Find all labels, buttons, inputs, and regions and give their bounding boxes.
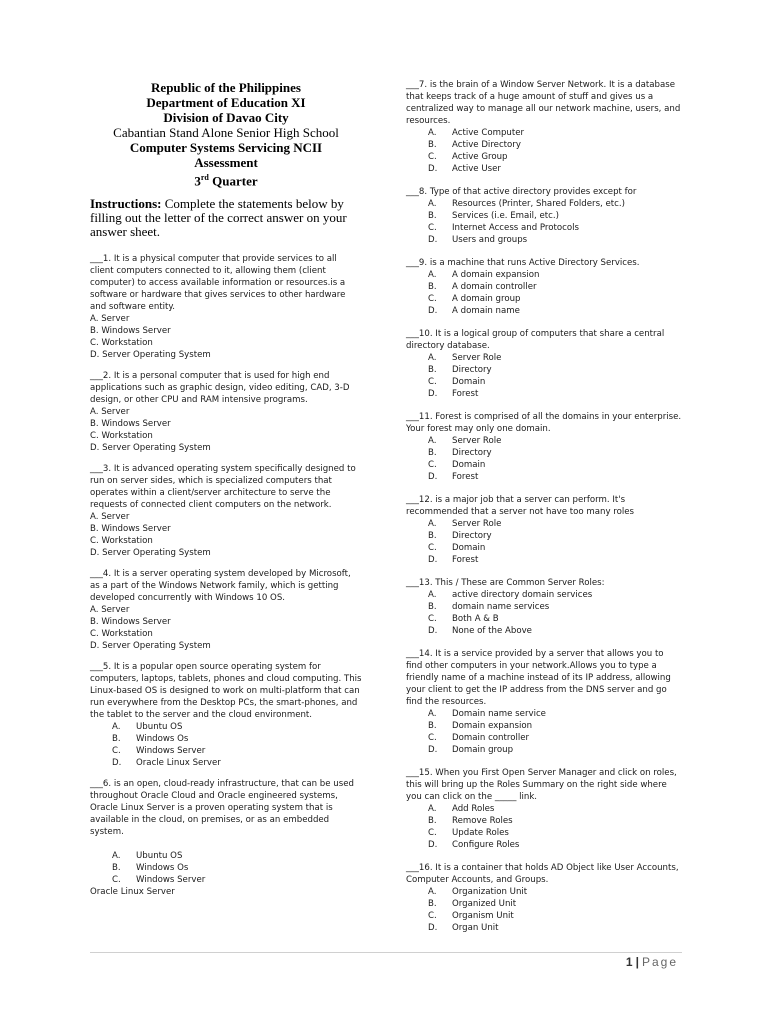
choice-b [406, 720, 682, 732]
choice-letter: A. [112, 851, 121, 862]
choice-text: Active Directory [452, 140, 521, 150]
choice-letter: B. [428, 531, 437, 541]
choice-a [406, 886, 682, 898]
choice-text: Domain group [452, 745, 514, 755]
choice-text: Services (i.e. Email, etc.) [452, 211, 559, 221]
choice-c [406, 732, 682, 744]
choice-letter: C. [428, 543, 437, 553]
question-1 [90, 253, 362, 361]
choice-letter: A. [428, 128, 437, 138]
choice-letter: B. [428, 721, 437, 731]
choice-letter: C. [428, 152, 437, 162]
question-15 [406, 767, 682, 851]
choice-text: Configure Roles [452, 840, 520, 850]
header-division: Division of Davao City [163, 110, 289, 125]
choice-a [406, 435, 682, 447]
choice-letter: D. [112, 758, 122, 769]
choice-d: D. Server Operating System [90, 443, 211, 454]
choice-letter: D. [428, 389, 438, 399]
choice-text: Active Computer [452, 128, 525, 138]
choice-c: C. Workstation [90, 629, 153, 640]
choice-d: D. Server Operating System [90, 350, 211, 361]
choice-a [406, 127, 682, 139]
choice-letter: C. [428, 460, 437, 470]
choice-letter: B. [428, 282, 437, 292]
choice-a: A. Server [90, 605, 130, 616]
question-9 [406, 257, 682, 317]
choice-letter: C. [112, 875, 121, 886]
choice-letter: B. [428, 816, 437, 826]
choice-text: Directory [452, 531, 492, 541]
choice-letter: A. [112, 722, 121, 733]
choice-letter: D. [428, 840, 438, 850]
choice-text: Directory [452, 448, 492, 458]
question-stem: ___8. Type of that active directory provides except for [406, 187, 637, 197]
choice-b: B. Windows Server [90, 524, 171, 535]
header-quarter [90, 170, 362, 188]
choice-text: Organism Unit [452, 911, 514, 921]
choice-c [90, 874, 362, 886]
choice-text: Organ Unit [452, 923, 499, 933]
choice-text: Ubuntu OS [136, 722, 183, 733]
choice-text: None of the Above [452, 626, 532, 636]
choice-text: Forest [452, 389, 479, 399]
choice-a [406, 589, 682, 601]
choice-b [406, 815, 682, 827]
question-stem: ___15. When you First Open Server Manager and click on roles, this will bring up the Roles Summary on the right side where you can click on the _____ link. [406, 768, 677, 802]
choice-text: Domain [452, 460, 486, 470]
choice-d [406, 744, 682, 756]
choice-c [406, 222, 682, 234]
choice-letter: C. [428, 911, 437, 921]
instructions-lead: Instructions: [90, 196, 162, 212]
choice-b [406, 139, 682, 151]
question-stem: ___16. It is a container that holds AD Object like User Accounts, Computer Accounts, and Groups. [406, 863, 679, 885]
choice-letter: A. [428, 199, 437, 209]
choice-text: Both A & B [452, 614, 499, 624]
header-department: Department of Education XI [146, 95, 306, 110]
question-stem: ___5. It is a popular open source operating system for computers, laptops, tablets, phones and cloud computing. This Linux-based OS is designed to work on multi-platform that can run everywhere from the Desktop PCs, the smart-phones, and the tablet to the server and the cloud environment. [90, 662, 362, 721]
question-stem: ___4. It is a server operating system developed by Microsoft, as a part of the Windows Network family, which is getting developed concurrently with Windows 10 OS. [90, 569, 351, 604]
right-column [406, 79, 682, 934]
choice-text: active directory domain services [452, 590, 593, 600]
choice-c [90, 745, 362, 757]
choice-letter: A. [428, 804, 437, 814]
choice-text: Server Role [452, 436, 502, 446]
choice-text: Directory [452, 365, 492, 375]
question-stem: ___6. is an open, cloud-ready infrastructure, that can be used throughout Oracle Cloud and Oracle engineered systems, Oracle Linux Server is a proven operating system that is available in the cloud, on premises, or as an embedded system. [90, 779, 354, 838]
choice-d [406, 471, 682, 483]
choice-letter: D. [428, 745, 438, 755]
question-5 [90, 661, 362, 769]
choice-letter: D. [428, 472, 438, 482]
question-stem: ___1. It is a physical computer that provide services to all client computers connected to it, allowing them (client computer) to access available information or resources.is a software or hardware that gives services to other hardware and software entity. [90, 254, 346, 313]
choice-a: A. Server [90, 512, 130, 523]
choice-text: Server Role [452, 519, 502, 529]
choice-c: C. Workstation [90, 338, 153, 349]
choice-b [406, 898, 682, 910]
question-stem: ___13. This / These are Common Server Roles: [406, 578, 605, 588]
choice-a [406, 352, 682, 364]
choice-b [406, 601, 682, 613]
choice-text: Domain name service [452, 709, 546, 719]
choice-b: B. Windows Server [90, 326, 171, 337]
choice-text: Remove Roles [452, 816, 513, 826]
question-6 [90, 778, 362, 898]
choice-text: Domain [452, 377, 486, 387]
choice-a [406, 708, 682, 720]
document-header [90, 80, 362, 188]
choice-letter: A. [428, 590, 437, 600]
choice-letter: D. [428, 555, 438, 565]
choice-letter: B. [428, 602, 437, 612]
choice-a [406, 198, 682, 210]
choice-b [90, 733, 362, 745]
choice-letter: D. [428, 923, 438, 933]
choice-a: A. Server [90, 314, 130, 325]
question-11 [406, 411, 682, 483]
page-number [626, 955, 678, 969]
choice-b [406, 530, 682, 542]
choice-text: Domain [452, 543, 486, 553]
choice-d [406, 305, 682, 317]
choice-letter: D. [428, 235, 438, 245]
choice-letter: C. [428, 828, 437, 838]
question-stem: ___9. is a machine that runs Active Directory Services. [406, 258, 640, 268]
question-13 [406, 577, 682, 637]
choice-text: A domain group [452, 294, 521, 304]
choice-letter: C. [112, 746, 121, 757]
choice-letter: C. [428, 733, 437, 743]
choice-c [406, 613, 682, 625]
choice-d [406, 554, 682, 566]
choice-letter: C. [428, 223, 437, 233]
choice-a [90, 721, 362, 733]
choice-letter: A. [428, 709, 437, 719]
choice-c [406, 376, 682, 388]
choice-text: Organized Unit [452, 899, 517, 909]
choice-a [406, 803, 682, 815]
header-course: Computer Systems Servicing NCII [129, 140, 323, 155]
choice-text: domain name services [452, 602, 550, 612]
question-stem: ___12. is a major job that a server can perform. It's recommended that a server not have too many roles [406, 495, 635, 517]
choice-c [406, 827, 682, 839]
choice-text: A domain expansion [452, 270, 540, 280]
choice-text: Domain expansion [452, 721, 533, 731]
choice-b [406, 364, 682, 376]
choice-letter: C. [428, 294, 437, 304]
choice-text: A domain controller [452, 282, 537, 292]
choice-text: A domain name [452, 306, 520, 316]
question-8 [406, 186, 682, 246]
left-column [90, 80, 362, 898]
choice-d [406, 625, 682, 637]
choice-text: Windows Server [136, 746, 206, 757]
header-assessment: Assessment [194, 155, 258, 170]
header-school: Cabantian Stand Alone Senior High School [113, 125, 339, 140]
choice-d [406, 922, 682, 934]
choice-d: Oracle Linux Server [90, 887, 175, 898]
choice-c [406, 910, 682, 922]
choice-text: Windows Os [136, 863, 189, 874]
choice-b [406, 281, 682, 293]
choice-c: C. Workstation [90, 536, 153, 547]
choice-letter: D. [428, 306, 438, 316]
choice-d [90, 757, 362, 769]
choice-c [406, 459, 682, 471]
choice-letter: C. [428, 614, 437, 624]
choice-letter: B. [428, 140, 437, 150]
choice-text: Users and groups [452, 235, 528, 245]
question-3 [90, 463, 362, 559]
question-stem: ___10. It is a logical group of computers that share a central directory database. [406, 329, 665, 351]
choice-text: Windows Server [136, 875, 206, 886]
choice-c: C. Workstation [90, 431, 153, 442]
choice-letter: A. [428, 353, 437, 363]
instructions [90, 197, 362, 239]
header-republic: Republic of the Philippines [151, 80, 301, 95]
choice-b: B. Windows Server [90, 617, 171, 628]
choice-letter: A. [428, 436, 437, 446]
choice-b [406, 210, 682, 222]
choice-text: Update Roles [452, 828, 509, 838]
choice-letter: B. [428, 211, 437, 221]
choice-b [406, 447, 682, 459]
choice-letter: B. [112, 863, 121, 874]
choice-b: B. Windows Server [90, 419, 171, 430]
choice-letter: A. [428, 519, 437, 529]
spacer [90, 838, 362, 850]
question-10 [406, 328, 682, 400]
choice-text: Active User [452, 164, 501, 174]
choice-letter: B. [428, 899, 437, 909]
choice-d [406, 234, 682, 246]
choice-c [406, 542, 682, 554]
question-stem: ___7. is the brain of a Window Server Network. It is a database that keeps track of a huge amount of stuff and gives us a centralized way to manage all our network machine, users, and resources. [406, 80, 681, 126]
choice-text: Active Group [452, 152, 508, 162]
choice-text: Forest [452, 555, 479, 565]
choice-c [406, 293, 682, 305]
choice-c [406, 151, 682, 163]
choice-letter: D. [428, 164, 438, 174]
page-separator: | [635, 955, 639, 969]
choice-b [90, 862, 362, 874]
question-stem: ___11. Forest is comprised of all the domains in your enterprise. Your forest may only one domain. [406, 412, 682, 434]
choice-text: Domain controller [452, 733, 530, 743]
page-number-value: 1 [625, 955, 633, 969]
choice-letter: D. [428, 626, 438, 636]
question-12 [406, 494, 682, 566]
choice-d [406, 388, 682, 400]
choice-letter: B. [112, 734, 121, 745]
instructions-text: Complete the statements below by filling out the letter of the correct answer on your answer sheet. [90, 196, 347, 240]
choice-d [406, 839, 682, 851]
choice-text: Internet Access and Protocols [452, 223, 580, 233]
choice-letter: A. [428, 270, 437, 280]
choice-text: Oracle Linux Server [136, 758, 221, 769]
choice-a [90, 850, 362, 862]
choice-d: D. Server Operating System [90, 641, 211, 652]
choice-a [406, 269, 682, 281]
quarter-number: 3 [194, 173, 201, 189]
question-14 [406, 648, 682, 756]
choice-letter: C. [428, 377, 437, 387]
question-stem: ___3. It is advanced operating system specifically designed to run on server sides, which is specialized computers that operates within a client/server architecture to serve the requests of connected client computers on the network. [90, 464, 356, 511]
question-2 [90, 370, 362, 454]
question-stem: ___2. It is a personal computer that is used for high end applications such as graphic design, video editing, CAD, 3-D design, or other CPU and RAM intensive programs. [90, 371, 350, 406]
quarter-word: Quarter [212, 173, 258, 189]
choice-d [406, 163, 682, 175]
choice-text: Windows Os [136, 734, 189, 745]
page-word: Page [641, 955, 678, 969]
choice-text: Add Roles [452, 804, 495, 814]
question-16 [406, 862, 682, 934]
footer-rule [90, 952, 682, 953]
choice-a: A. Server [90, 407, 130, 418]
choice-letter: B. [428, 448, 437, 458]
question-stem: ___14. It is a service provided by a server that allows you to find other computers in your network.Allows you to type a friendly name of a machine instead of its IP address, allowing your client to get the IP address from the DNS server and go find the resources. [406, 649, 671, 707]
choice-letter: A. [428, 887, 437, 897]
choice-text: Ubuntu OS [136, 851, 183, 862]
choice-text: Resources (Printer, Shared Folders, etc.) [452, 199, 625, 209]
question-4 [90, 568, 362, 652]
choice-text: Organization Unit [452, 887, 528, 897]
choice-letter: B. [428, 365, 437, 375]
quarter-suffix: rd [200, 173, 209, 182]
choice-text: Server Role [452, 353, 502, 363]
choice-a [406, 518, 682, 530]
choice-text: Forest [452, 472, 479, 482]
choice-d: D. Server Operating System [90, 548, 211, 559]
question-7 [406, 79, 682, 175]
